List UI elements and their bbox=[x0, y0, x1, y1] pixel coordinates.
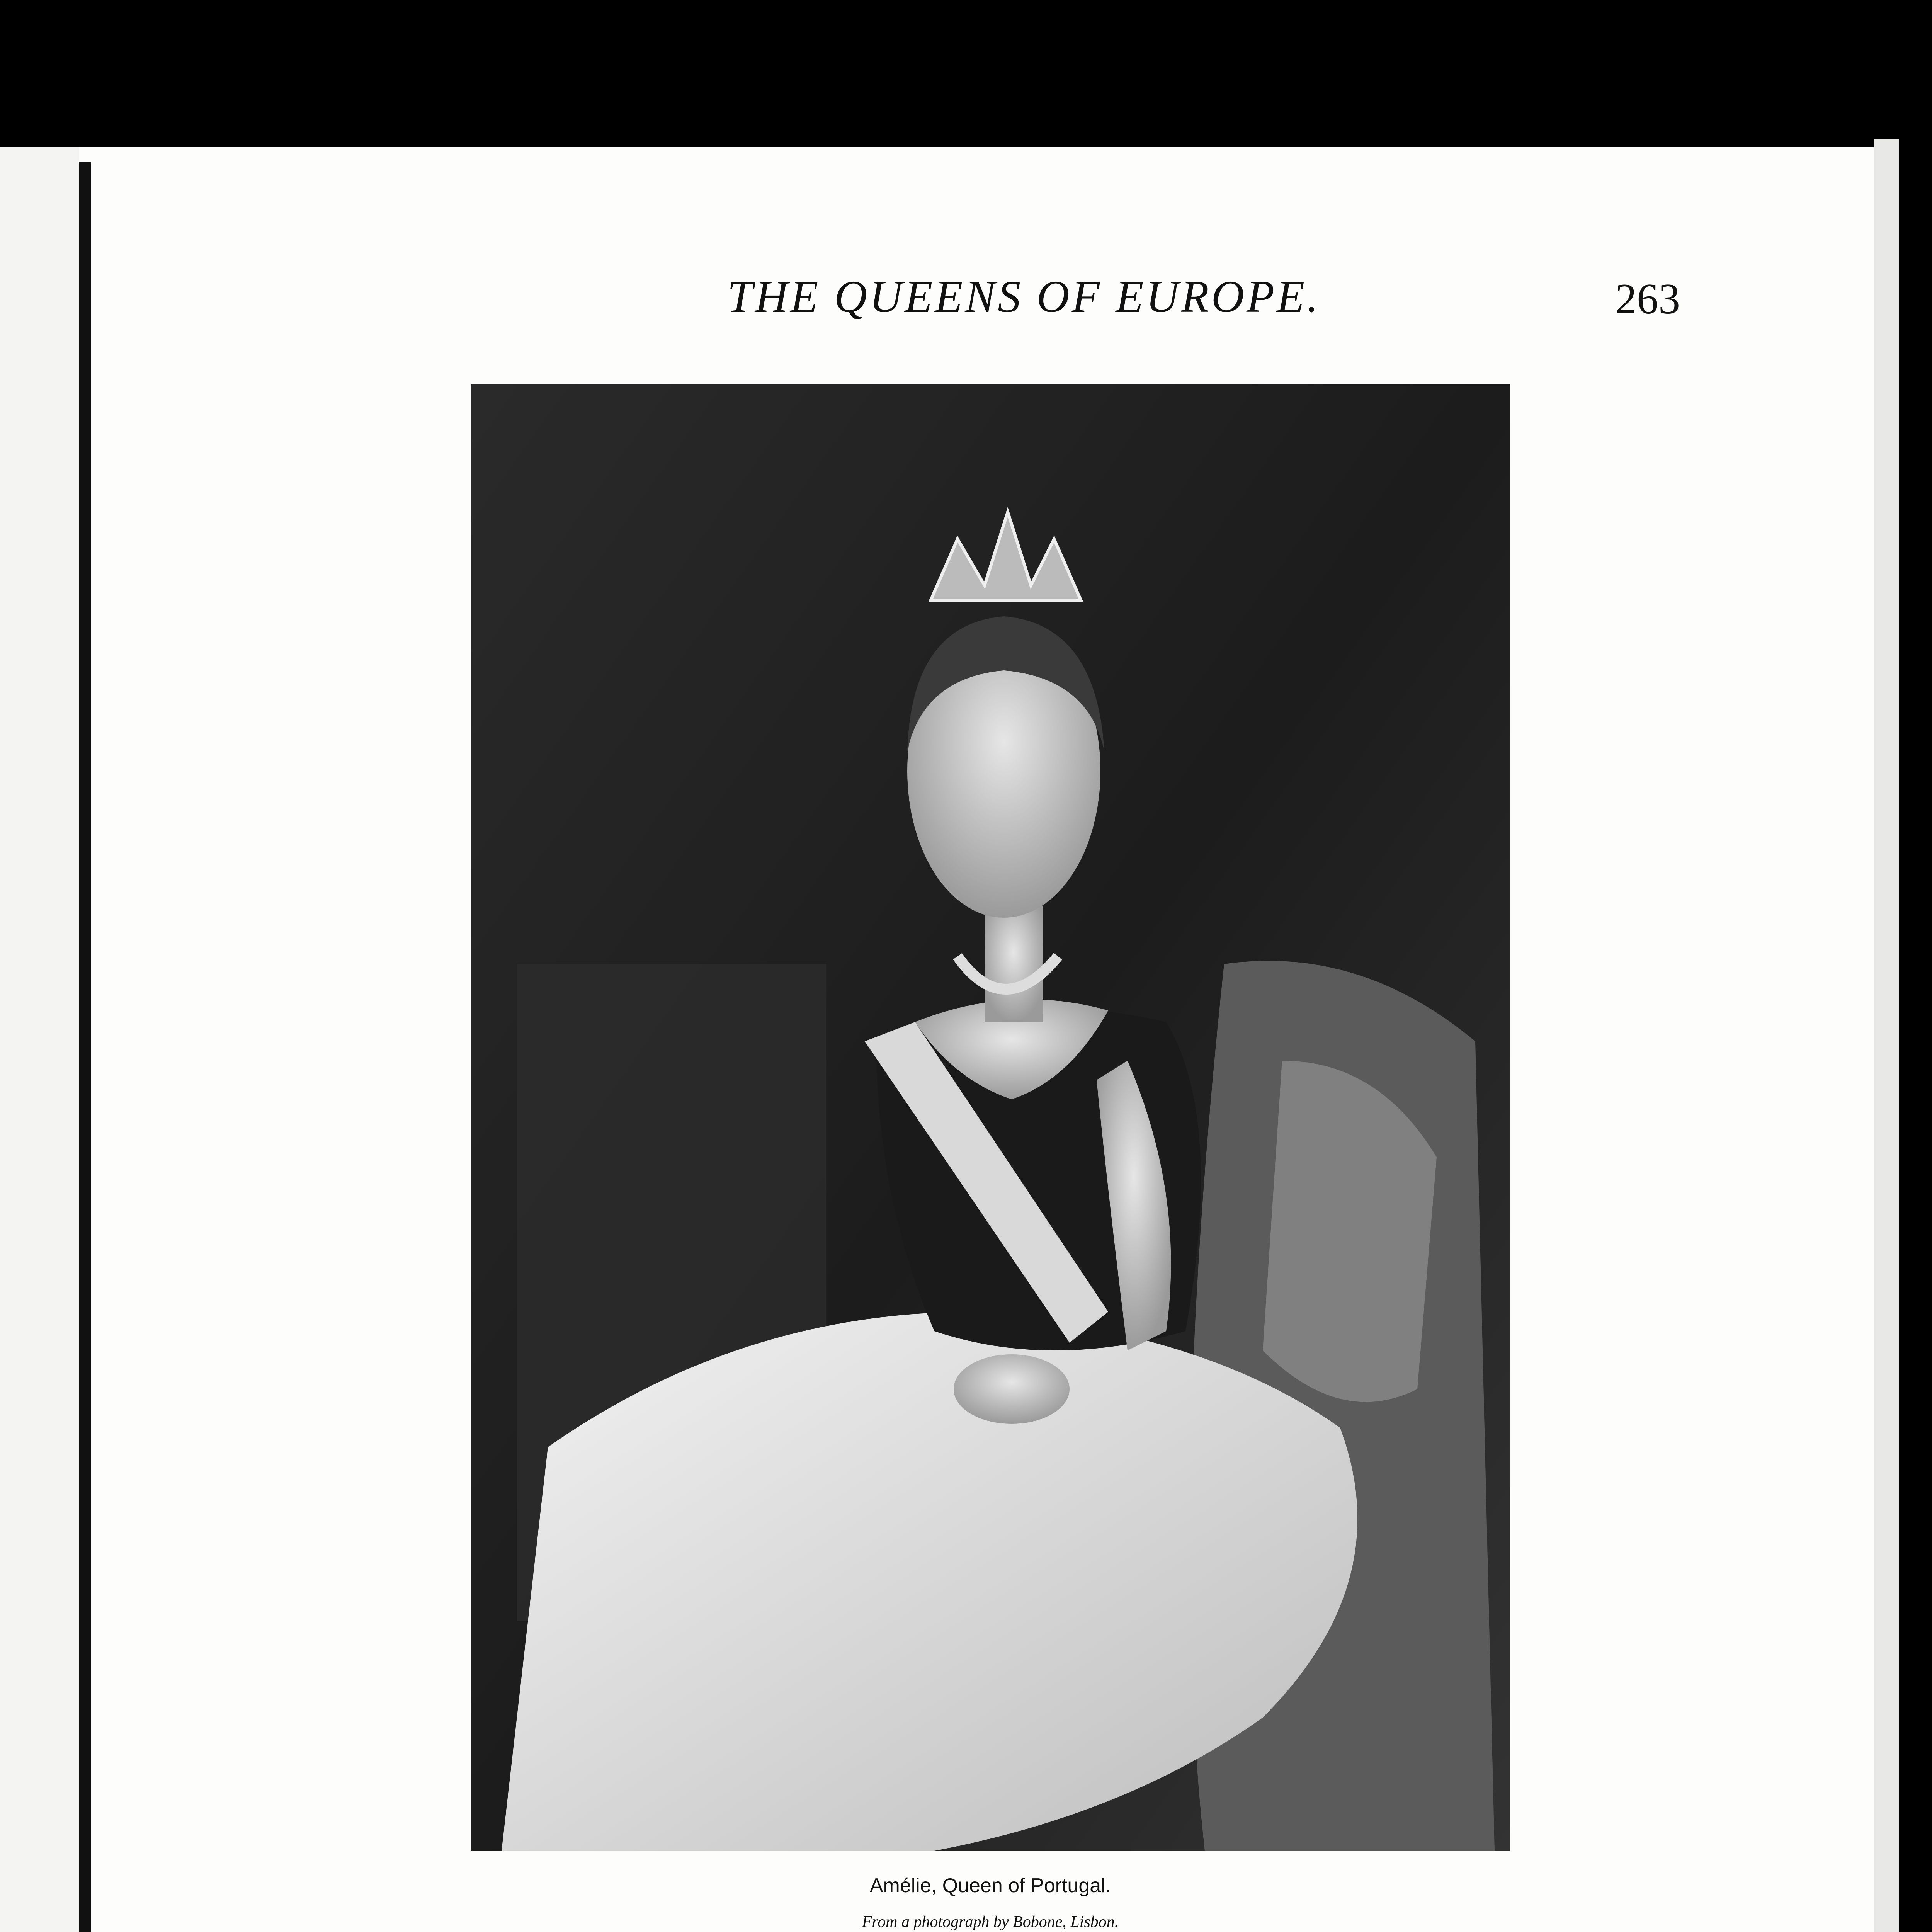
page-number: 263 bbox=[1615, 275, 1680, 323]
hands bbox=[954, 1354, 1070, 1424]
page-edge-right bbox=[1874, 139, 1899, 1932]
neck bbox=[985, 906, 1043, 1022]
portrait-photograph bbox=[471, 384, 1510, 1851]
left-page-edge bbox=[0, 147, 79, 1932]
figure-caption: Amélie, Queen of Portugal. bbox=[869, 1874, 1111, 1897]
figure-credit: From a photograph by Bobone, Lisbon. bbox=[862, 1913, 1119, 1931]
page-spine bbox=[79, 162, 91, 1932]
running-title: THE QUEENS OF EUROPE. bbox=[727, 271, 1321, 322]
